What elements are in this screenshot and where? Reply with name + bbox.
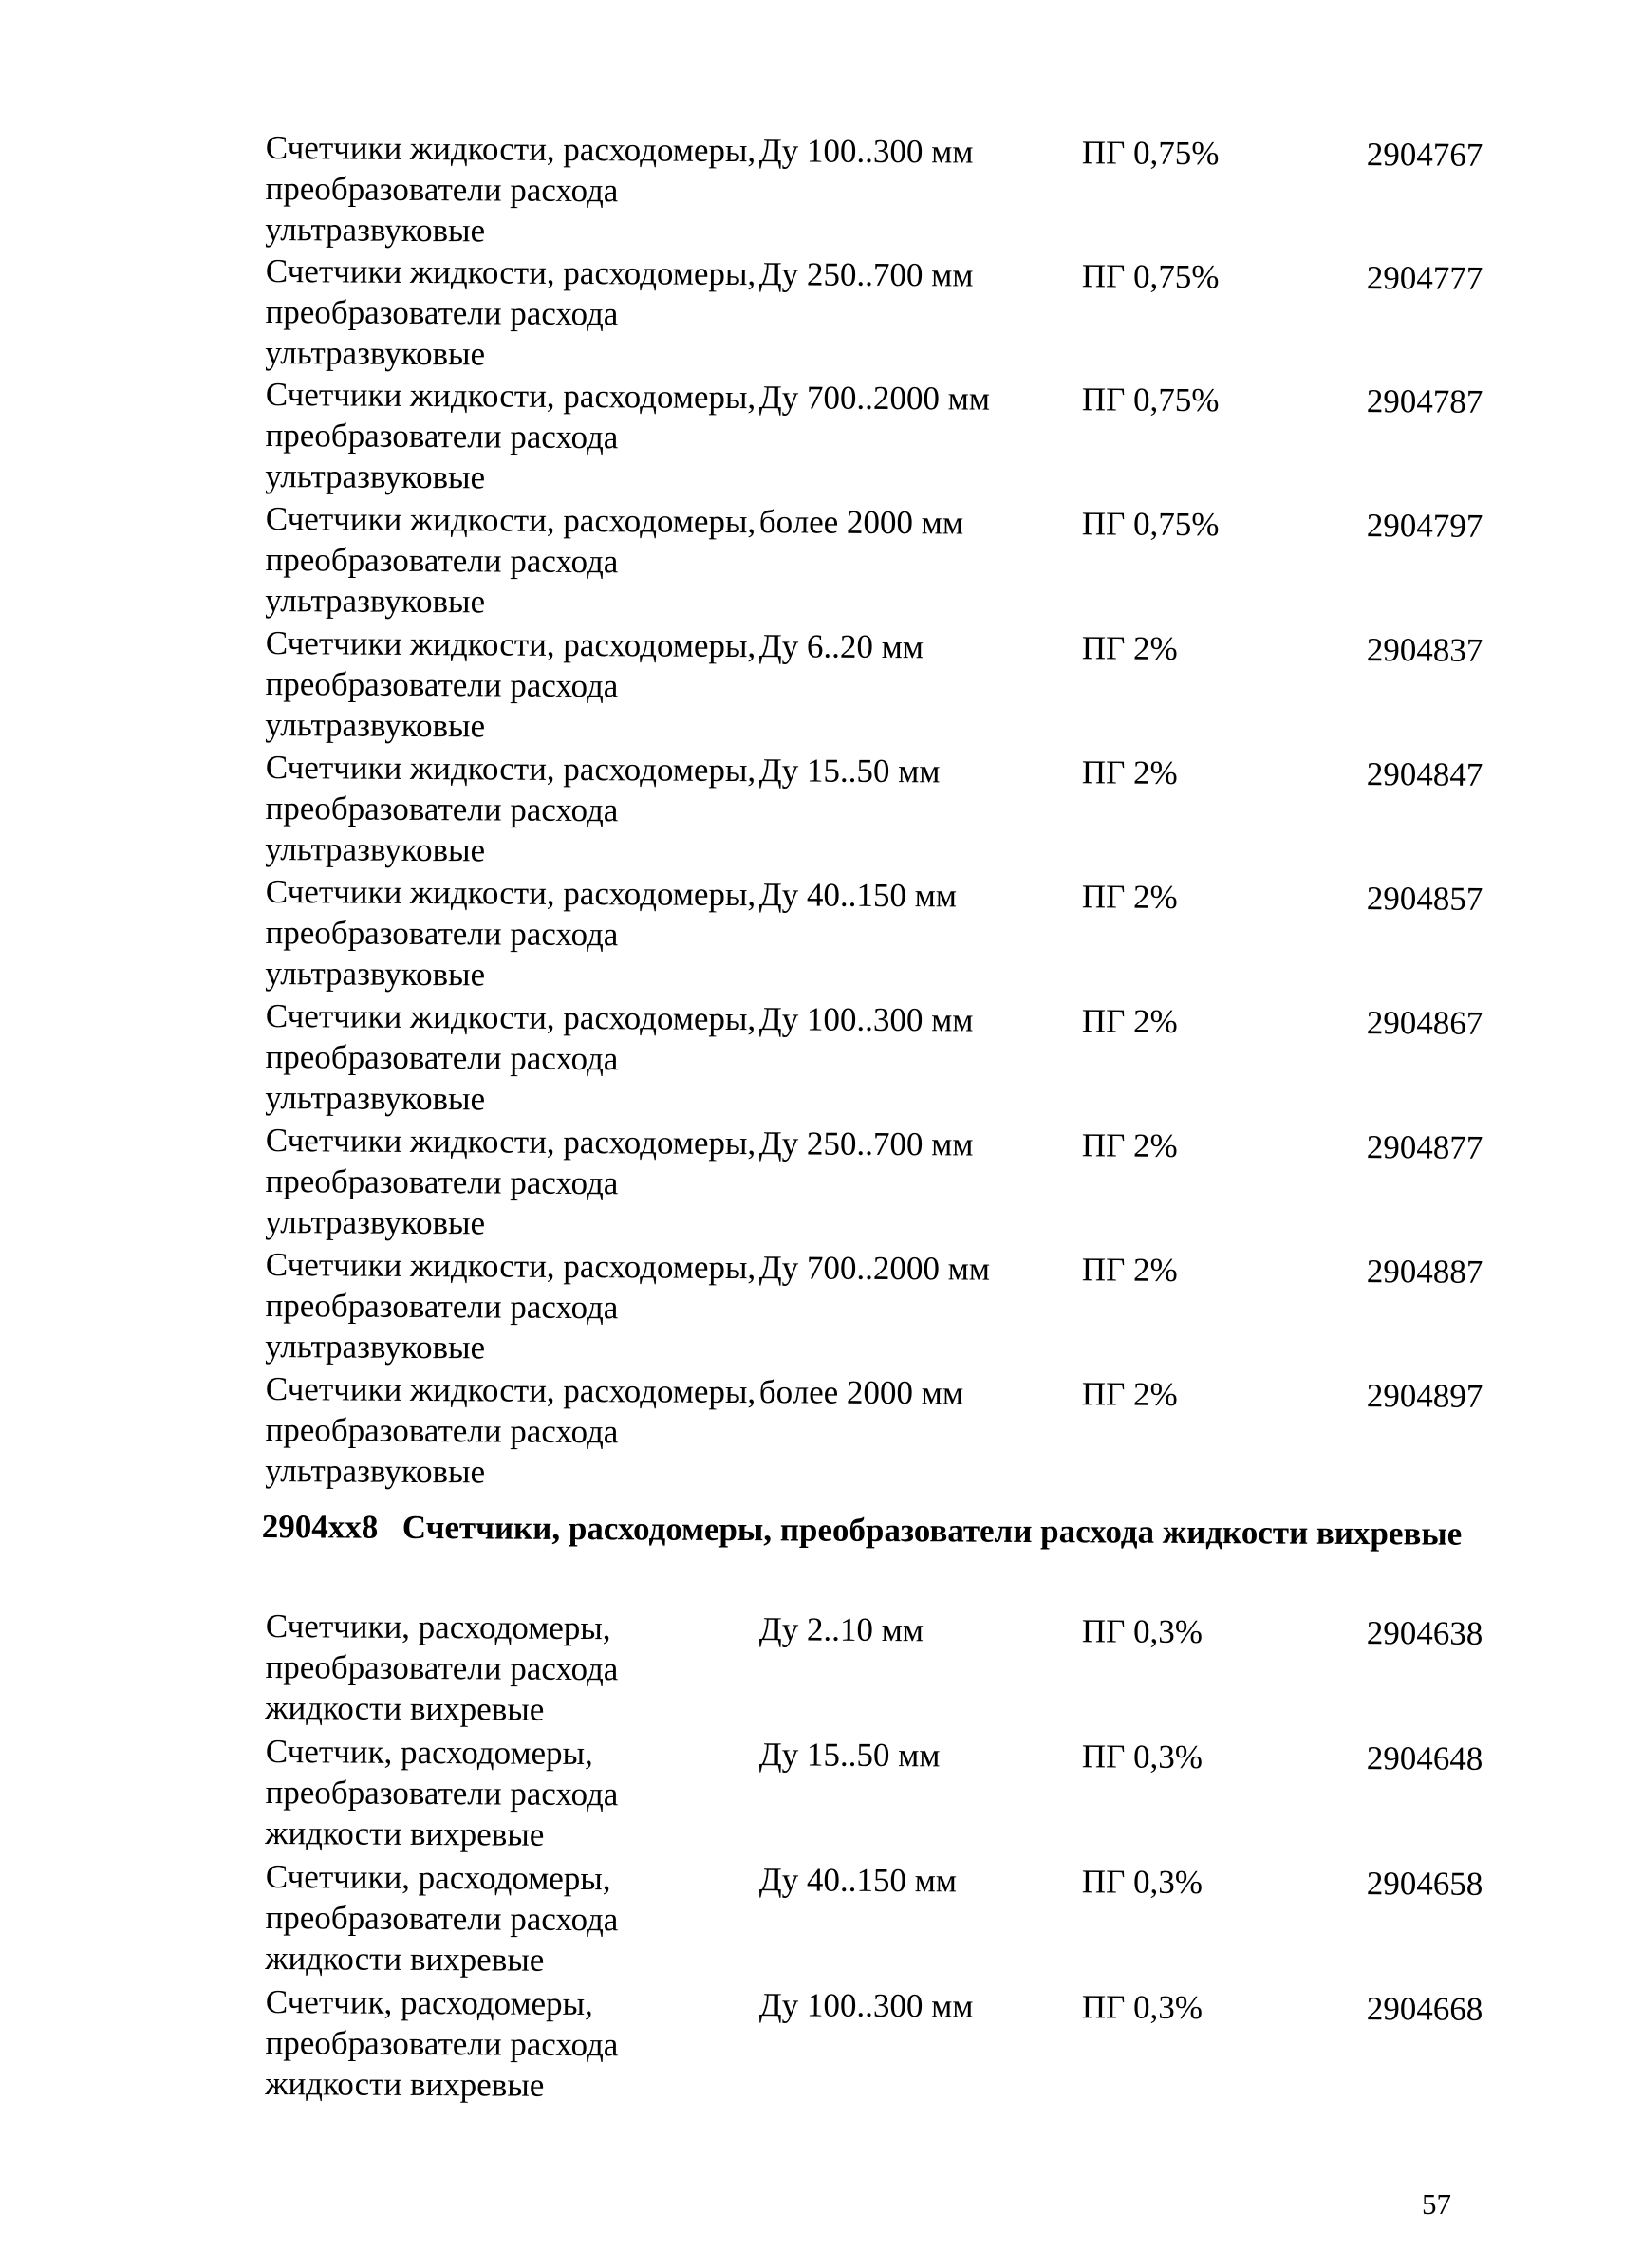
row-accuracy: ПГ 2% xyxy=(1081,1375,1178,1413)
row-name: Счетчики, расходомеры, преобразователи расхода жидкости вихревые xyxy=(265,1858,619,1979)
row-name: Счетчики жидкости, расходомеры, преобразователи расхода ультразвуковые xyxy=(265,748,756,869)
row-diameter: более 2000 мм xyxy=(758,1373,964,1412)
row-code: 2904797 xyxy=(1366,507,1483,545)
row-name: Счетчики жидкости, расходомеры, преобразователи расхода ультразвуковые xyxy=(265,375,756,496)
table-row xyxy=(265,1981,1500,2104)
row-diameter: Ду 700..2000 мм xyxy=(758,1249,991,1288)
row-accuracy: ПГ 0,3% xyxy=(1081,1612,1204,1651)
row-accuracy: ПГ 0,3% xyxy=(1081,1988,1204,2027)
row-diameter: Ду 100..300 мм xyxy=(758,132,974,171)
row-diameter: Ду 40..150 мм xyxy=(758,876,958,915)
row-accuracy: ПГ 2% xyxy=(1081,1126,1178,1164)
row-code: 2904787 xyxy=(1366,382,1483,420)
section-title: Счетчики, расходомеры, преобразователи расхода жидкости вихревые xyxy=(401,1508,1463,1552)
row-accuracy: ПГ 2% xyxy=(1081,878,1178,916)
row-diameter: Ду 15..50 мм xyxy=(758,1736,941,1775)
row-code: 2904638 xyxy=(1366,1614,1483,1652)
row-diameter: Ду 100..300 мм xyxy=(758,1000,974,1039)
table-row xyxy=(265,871,1500,994)
row-accuracy: ПГ 2% xyxy=(1081,629,1178,667)
row-name: Счетчики жидкости, расходомеры, преобразователи расхода ультразвуковые xyxy=(265,1122,756,1242)
row-diameter: Ду 15..50 мм xyxy=(758,752,941,790)
row-code: 2904887 xyxy=(1366,1253,1483,1291)
row-accuracy: ПГ 0,75% xyxy=(1081,381,1220,419)
row-accuracy: ПГ 2% xyxy=(1081,1251,1178,1289)
row-code: 2904897 xyxy=(1366,1377,1483,1415)
row-name: Счетчики жидкости, расходомеры, преобразователи расхода ультразвуковые xyxy=(265,623,756,745)
row-diameter: Ду 6..20 мм xyxy=(758,627,924,666)
table-row xyxy=(265,1120,1500,1242)
row-name: Счетчики, расходомеры, преобразователи расхода жидкости вихревые xyxy=(265,1608,619,1728)
table-row xyxy=(265,747,1500,869)
row-accuracy: ПГ 0,75% xyxy=(1081,505,1220,544)
table-row xyxy=(265,374,1500,496)
row-diameter: Ду 700..2000 мм xyxy=(758,379,991,418)
row-diameter: Ду 100..300 мм xyxy=(758,1986,974,2025)
row-accuracy: ПГ 0,3% xyxy=(1081,1863,1204,1902)
row-accuracy: ПГ 2% xyxy=(1081,1002,1178,1040)
page-number: 57 xyxy=(1422,2187,1451,2221)
row-code: 2904668 xyxy=(1366,1990,1483,2028)
row-code: 2904777 xyxy=(1366,259,1483,297)
row-name: Счетчики жидкости, расходомеры, преобразователи расхода ультразвуковые xyxy=(265,872,756,994)
row-code: 2904767 xyxy=(1366,136,1483,174)
row-code: 2904648 xyxy=(1366,1739,1483,1777)
table-row xyxy=(265,1606,1500,1728)
table-row xyxy=(265,623,1500,745)
row-code: 2904658 xyxy=(1366,1865,1483,1903)
section-code: 2904хх8 xyxy=(261,1508,379,1546)
row-accuracy: ПГ 0,3% xyxy=(1081,1738,1204,1776)
row-diameter: Ду 250..700 мм xyxy=(758,1125,974,1163)
row-code: 2904877 xyxy=(1366,1128,1483,1166)
row-name: Счетчик, расходомеры, преобразователи расхода жидкости вихревые xyxy=(265,1983,619,2104)
row-code: 2904857 xyxy=(1366,880,1483,918)
row-accuracy: ПГ 0,75% xyxy=(1081,257,1220,296)
table-row xyxy=(265,251,1500,373)
row-name: Счетчики жидкости, расходомеры, преобразователи расхода ультразвуковые xyxy=(265,1246,756,1366)
row-name: Счетчики жидкости, расходомеры, преобразователи расхода ультразвуковые xyxy=(265,499,756,621)
row-name: Счетчик, расходомеры, преобразователи расхода жидкости вихревые xyxy=(265,1733,619,1853)
table-row xyxy=(265,498,1500,621)
row-name: Счетчики жидкости, расходомеры, преобразователи расхода ультразвуковые xyxy=(265,251,756,373)
table-row xyxy=(265,1731,1500,1853)
table-row xyxy=(265,1856,1500,1979)
row-diameter: Ду 250..700 мм xyxy=(758,255,974,294)
table-row xyxy=(265,127,1500,250)
row-accuracy: ПГ 0,75% xyxy=(1081,134,1220,173)
row-code: 2904847 xyxy=(1366,755,1483,793)
row-diameter: Ду 2..10 мм xyxy=(758,1610,924,1649)
row-diameter: более 2000 мм xyxy=(758,503,964,542)
row-code: 2904867 xyxy=(1366,1004,1483,1042)
row-name: Счетчики жидкости, расходомеры, преобразователи расхода ультразвуковые xyxy=(265,128,756,250)
row-code: 2904837 xyxy=(1366,631,1483,669)
table-row xyxy=(265,1244,1500,1366)
row-name: Счетчики жидкости, расходомеры, преобразователи расхода ультразвуковые xyxy=(265,997,756,1118)
table-row xyxy=(265,995,1500,1118)
row-name: Счетчики жидкости, расходомеры, преобразователи расхода ультразвуковые xyxy=(265,1370,756,1491)
row-diameter: Ду 40..150 мм xyxy=(758,1861,958,1900)
table-row xyxy=(265,1368,1500,1491)
section-heading xyxy=(261,1508,1496,1552)
row-accuracy: ПГ 2% xyxy=(1081,753,1178,791)
